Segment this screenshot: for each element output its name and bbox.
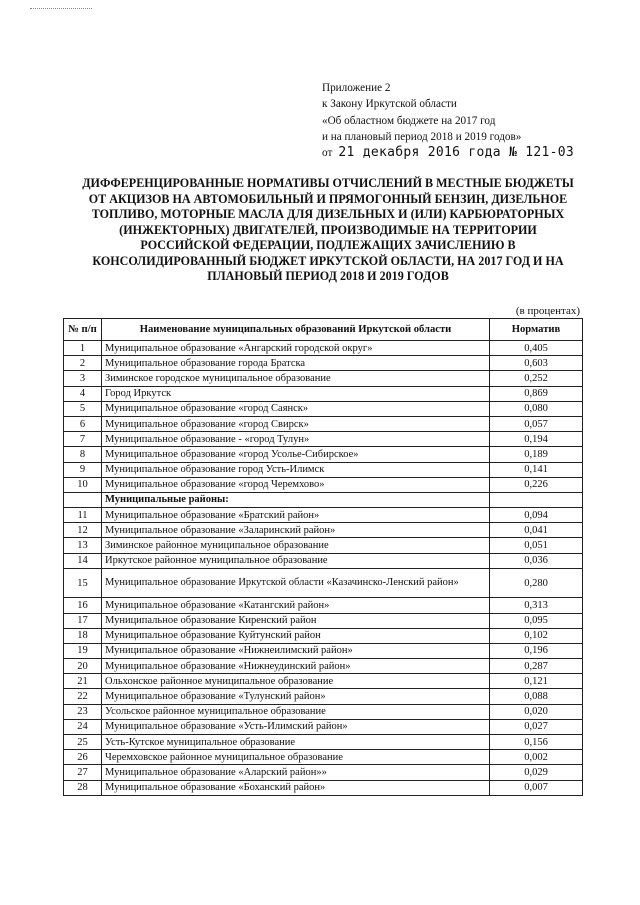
row-number: 7 xyxy=(64,432,102,447)
table-row xyxy=(64,719,583,734)
title-line: ДИФФЕРЕНЦИРОВАННЫЕ НОРМАТИВЫ ОТЧИСЛЕНИЙ В МЕСТНЫЕ БЮДЖЕТЫ xyxy=(82,176,574,190)
table-row xyxy=(64,386,583,401)
table-row xyxy=(64,523,583,538)
row-name: Муниципальное образование города Братска xyxy=(102,356,490,371)
table-row xyxy=(64,538,583,553)
table-row xyxy=(64,568,583,598)
row-number: 9 xyxy=(64,462,102,477)
row-number: 14 xyxy=(64,553,102,568)
row-number: 11 xyxy=(64,508,102,523)
table-row xyxy=(64,765,583,780)
row-value: 0,102 xyxy=(490,628,583,643)
row-value: 0,036 xyxy=(490,553,583,568)
table-header-row xyxy=(64,319,583,341)
row-name: Муниципальное образование «Аларский район»» xyxy=(102,765,490,780)
row-number: 5 xyxy=(64,401,102,416)
row-number: 20 xyxy=(64,659,102,674)
row-value: 0,280 xyxy=(490,568,583,598)
row-value: 0,020 xyxy=(490,704,583,719)
row-number: 17 xyxy=(64,613,102,628)
row-name: Муниципальное образование Иркутской области «Казачинско-Ленский район» xyxy=(102,568,490,598)
row-name: Муниципальное образование «Ангарский городской округ» xyxy=(102,341,490,356)
row-value: 0,094 xyxy=(490,508,583,523)
appendix-line: «Об областном бюджете на 2017 год xyxy=(322,114,496,127)
handwritten-date: 21 декабря 2016 года № 121-03 xyxy=(338,145,575,161)
section-empty-cell xyxy=(490,492,583,507)
table-row xyxy=(64,477,583,492)
table-row xyxy=(64,447,583,462)
row-value: 0,196 xyxy=(490,643,583,658)
row-name: Муниципальное образование Киренский район xyxy=(102,613,490,628)
row-value: 0,156 xyxy=(490,735,583,750)
row-value: 0,007 xyxy=(490,780,583,795)
table-row xyxy=(64,613,583,628)
table-row xyxy=(64,674,583,689)
row-value: 0,252 xyxy=(490,371,583,386)
section-row xyxy=(64,492,583,507)
table-row xyxy=(64,432,583,447)
section-empty-cell xyxy=(64,492,102,507)
title-line: ОТ АКЦИЗОВ НА АВТОМОБИЛЬНЫЙ И ПРЯМОГОННЫЙ БЕНЗИН, ДИЗЕЛЬНОЕ xyxy=(88,191,568,206)
row-value: 0,121 xyxy=(490,674,583,689)
appendix-line: и на плановый период 2018 и 2019 годов» xyxy=(322,130,522,143)
row-number: 6 xyxy=(64,416,102,431)
row-value: 0,041 xyxy=(490,523,583,538)
header-num: № п/п xyxy=(64,319,102,341)
row-name: Зиминское городское муниципальное образование xyxy=(102,371,490,386)
row-name: Муниципальное образование «город Свирск» xyxy=(102,416,490,431)
row-value: 0,603 xyxy=(490,356,583,371)
row-value: 0,088 xyxy=(490,689,583,704)
title-line: КОНСОЛИДИРОВАННЫЙ БЮДЖЕТ ИРКУТСКОЙ ОБЛАСТИ, НА 2017 ГОД И НА xyxy=(92,253,564,268)
row-value: 0,002 xyxy=(490,750,583,765)
row-number: 12 xyxy=(64,523,102,538)
row-name: Иркутское районное муниципальное образование xyxy=(102,553,490,568)
row-number: 13 xyxy=(64,538,102,553)
row-number: 16 xyxy=(64,598,102,613)
table-row xyxy=(64,628,583,643)
row-number: 3 xyxy=(64,371,102,386)
row-name: Город Иркутск xyxy=(102,386,490,401)
table-row xyxy=(64,659,583,674)
row-number: 2 xyxy=(64,356,102,371)
title-line: (ИНЖЕКТОРНЫХ) ДВИГАТЕЛЕЙ, ПРОИЗВОДИМЫЕ НА ТЕРРИТОРИИ xyxy=(119,222,537,237)
row-name: Муниципальное образование «город Саянск» xyxy=(102,401,490,416)
table-row xyxy=(64,598,583,613)
row-value: 0,405 xyxy=(490,341,583,356)
row-name: Муниципальное образование «Заларинский район» xyxy=(102,523,490,538)
row-number: 23 xyxy=(64,704,102,719)
row-name: Муниципальное образование - «город Тулун» xyxy=(102,432,490,447)
table-row xyxy=(64,750,583,765)
table-row xyxy=(64,401,583,416)
row-value: 0,029 xyxy=(490,765,583,780)
row-name: Муниципальное образование «Братский район» xyxy=(102,508,490,523)
row-name: Муниципальное образование Куйтунский район xyxy=(102,628,490,643)
appendix-line: Приложение 2 xyxy=(322,82,391,94)
row-number: 18 xyxy=(64,628,102,643)
row-value: 0,080 xyxy=(490,401,583,416)
title-line: ПЛАНОВЫЙ ПЕРИОД 2018 И 2019 ГОДОВ xyxy=(207,269,449,283)
row-number: 22 xyxy=(64,689,102,704)
row-name: Муниципальное образование «Нижнеудинский район» xyxy=(102,659,490,674)
row-name: Муниципальное образование «Усть-Илимский район» xyxy=(102,719,490,734)
row-name: Усольское районное муниципальное образование xyxy=(102,704,490,719)
appendix-date-row xyxy=(322,145,622,161)
table-row xyxy=(64,416,583,431)
row-number: 19 xyxy=(64,643,102,658)
row-value: 0,057 xyxy=(490,416,583,431)
table-row xyxy=(64,341,583,356)
header-name: Наименование муниципальных образований Иркутской области xyxy=(102,319,490,341)
row-number: 4 xyxy=(64,386,102,401)
document-title xyxy=(68,176,588,285)
row-value: 0,027 xyxy=(490,719,583,734)
row-name: Усть-Кутское муниципальное образование xyxy=(102,735,490,750)
table-row xyxy=(64,735,583,750)
row-number: 1 xyxy=(64,341,102,356)
row-name: Муниципальное образование «город Черемхово» xyxy=(102,477,490,492)
row-number: 25 xyxy=(64,735,102,750)
unit-note: (в процентах) xyxy=(515,305,580,317)
section-label: Муниципальные районы: xyxy=(102,492,490,507)
date-prefix: от xyxy=(322,147,333,160)
row-number: 8 xyxy=(64,447,102,462)
appendix-line: к Закону Иркутской области xyxy=(322,98,457,111)
row-name: Муниципальное образование «Боханский район» xyxy=(102,780,490,795)
row-name: Муниципальное образование «Нижнеилимский район» xyxy=(102,643,490,658)
table-row xyxy=(64,508,583,523)
row-value: 0,194 xyxy=(490,432,583,447)
row-name: Муниципальное образование «Тулунский район» xyxy=(102,689,490,704)
row-value: 0,141 xyxy=(490,462,583,477)
title-line: РОССИЙСКОЙ ФЕДЕРАЦИИ, ПОДЛЕЖАЩИХ ЗАЧИСЛЕНИЮ В xyxy=(140,238,516,252)
scan-artifact xyxy=(30,8,92,9)
norms-table xyxy=(63,318,583,796)
row-number: 26 xyxy=(64,750,102,765)
table-row xyxy=(64,356,583,371)
table-row xyxy=(64,553,583,568)
row-value: 0,287 xyxy=(490,659,583,674)
row-value: 0,095 xyxy=(490,613,583,628)
row-name: Муниципальное образование «город Усолье-Сибирское» xyxy=(102,447,490,462)
table-row xyxy=(64,689,583,704)
row-value: 0,226 xyxy=(490,477,583,492)
table-row xyxy=(64,780,583,795)
row-number: 21 xyxy=(64,674,102,689)
row-number: 28 xyxy=(64,780,102,795)
table-row xyxy=(64,371,583,386)
row-number: 15 xyxy=(64,568,102,598)
row-name: Черемховское районное муниципальное образование xyxy=(102,750,490,765)
appendix-block xyxy=(322,80,622,161)
row-number: 24 xyxy=(64,719,102,734)
row-value: 0,869 xyxy=(490,386,583,401)
table-row xyxy=(64,643,583,658)
header-value: Норматив xyxy=(490,319,583,341)
row-name: Муниципальное образование «Катангский район» xyxy=(102,598,490,613)
row-value: 0,189 xyxy=(490,447,583,462)
table-row xyxy=(64,704,583,719)
row-name: Зиминское районное муниципальное образование xyxy=(102,538,490,553)
row-number: 10 xyxy=(64,477,102,492)
row-number: 27 xyxy=(64,765,102,780)
row-name: Ольхонское районное муниципальное образование xyxy=(102,674,490,689)
table-body xyxy=(64,341,583,796)
table-row xyxy=(64,462,583,477)
title-line: ТОПЛИВО, МОТОРНЫЕ МАСЛА ДЛЯ ДИЗЕЛЬНЫХ И (ИЛИ) КАРБЮРАТОРНЫХ xyxy=(91,207,565,221)
row-name: Муниципальное образование город Усть-Илимск xyxy=(102,462,490,477)
row-value: 0,313 xyxy=(490,598,583,613)
row-value: 0,051 xyxy=(490,538,583,553)
